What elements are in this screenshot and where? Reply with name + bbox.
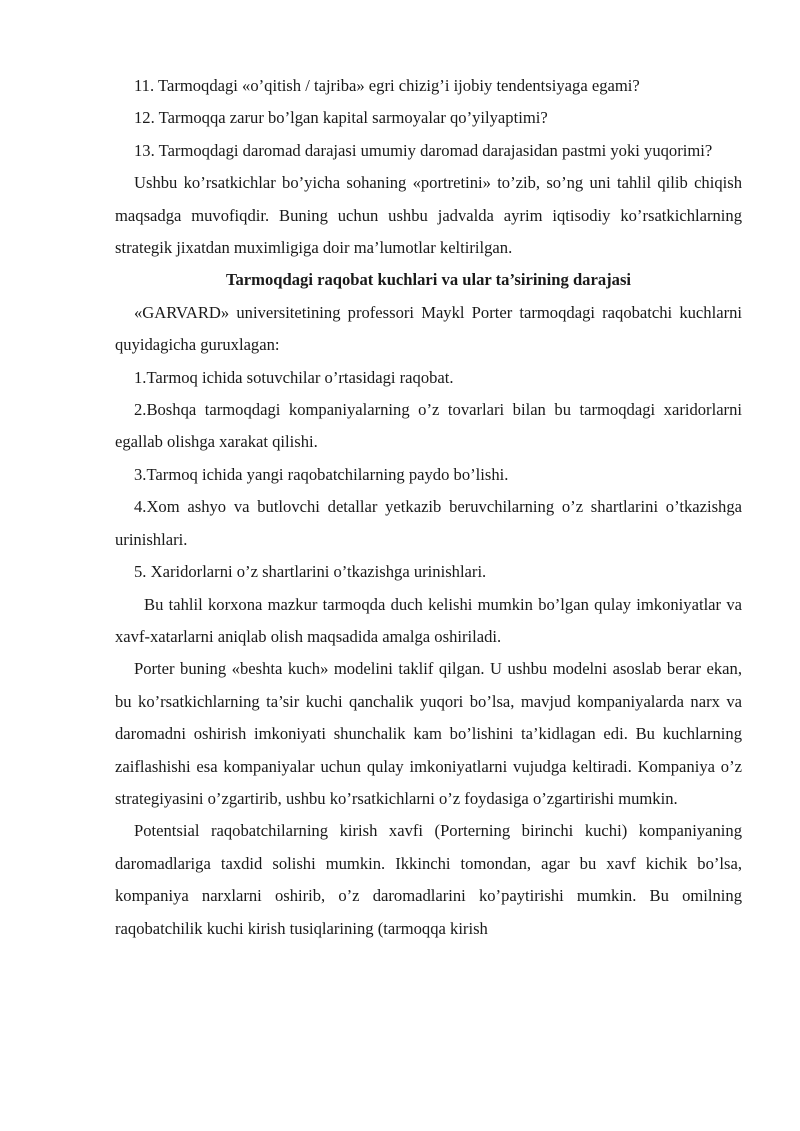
model-paragraph: Porter buning «beshta kuch» modelini taklif qilgan. U ushbu modelni asoslab berar ekan, bu ko’rsatkichlarning ta’sir kuchi qanchalik yuqori bo’lsa, mavjud kompaniyalarda narx va daromadni oshirish imkoniyati shunchalik kam bo’lishini ta’kidlagan edi. Bu kuchlarning zaiflashishi esa kompaniyalar uchun qulay imkoniyatlarni vujudga keltiradi. Kompaniya o’z strategiyasini o’zgartirib, ushbu ko’rsatkichlarni o’z foydasiga o’zgartirishi mumkin. xyxy=(115,659,742,808)
analysis-paragraph: Bu tahlil korxona mazkur tarmoqda duch kelishi mumkin bo’lgan qulay imkoniyatlar va xavf-xatarlarni aniqlab olish maqsadida amalga oshiriladi. xyxy=(115,594,742,646)
question-13: 13. Tarmoqdagi daromad darajasi umumiy daromad darajasidan pastmi yoki yuqorimi? xyxy=(134,140,713,160)
force-item-2: 2.Boshqa tarmoqdagi kompaniyalarning o’z tovarlari bilan bu tarmoqdagi xaridorlarni egallab olishga xarakat qilishi. xyxy=(115,400,742,452)
question-12: 12. Tarmoqqa zarur bo’lgan kapital sarmoyalar qo’yilyaptimi? xyxy=(134,108,548,128)
question-11: 11. Tarmoqdagi «o’qitish / tajriba» egri chizig’i ijobiy tendentsiyaga egami? xyxy=(134,76,640,95)
force-item-4: 4.Xom ashyo va butlovchi detallar yetkazib beruvchilarning o’z shartlarini o’tkazishga urinishlari. xyxy=(115,497,742,549)
section-heading: Tarmoqdagi raqobat kuchlari va ular ta’sirining darajasi xyxy=(225,270,632,290)
force-item-1: 1.Tarmoq ichida sotuvchilar o’rtasidagi raqobat. xyxy=(134,367,454,387)
porter-intro-paragraph: «GARVARD» universitetining professori Maykl Porter tarmoqdagi raqobatchi kuchlarni quyidagicha guruxlagan: xyxy=(115,302,742,355)
force-item-3: 3.Tarmoq ichida yangi raqobatchilarning paydo bo’lishi. xyxy=(134,464,509,484)
intro-paragraph: Ushbu ko’rsatkichlar bo’yicha sohaning «portretini» to’zib, so’ng uni tahlil qilib chiqish maqsadga muvofiqdir. Buning uchun ushbu jadvalda ayrim iqtisodiy ko’rsatkichlarning strategik jixatdan muximligiga doir ma’lumotlar keltirilgan. xyxy=(115,173,742,258)
threat-paragraph: Potentsial raqobatchilarning kirish xavfi (Porterning birinchi kuchi) kompaniyaning daromadlariga taxdid solishi mumkin. Ikkinchi tomondan, agar bu xavf kichik bo’lsa, kompaniya narxlarni oshirib, o’z daromadlarini ko’paytirishi mumkin. Bu omilning raqobatchilik kuchi kirish tusiqlarining (tarmoqqa kirish xyxy=(115,821,742,938)
force-item-5: 5. Xaridorlarni o’z shartlarini o’tkazishga urinishlari. xyxy=(134,562,487,582)
document-page xyxy=(115,70,742,945)
